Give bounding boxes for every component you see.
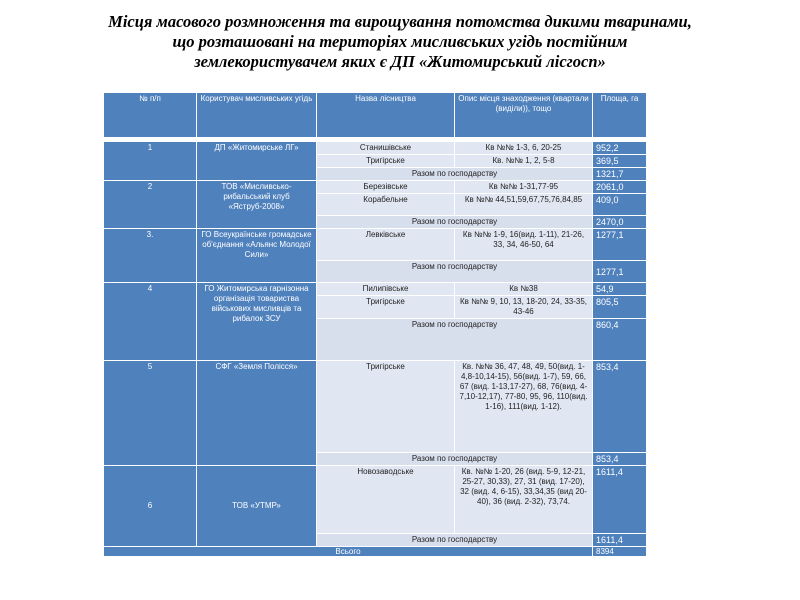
row-area: 1277,1 — [593, 229, 647, 261]
row-area: 54,9 — [593, 283, 647, 296]
row-number: 4 — [104, 283, 197, 361]
table-row — [104, 142, 647, 155]
row-area: 409,0 — [593, 194, 647, 216]
row-user: ТОВ «Мисливсько-рибальський клуб «Яструб-2008» — [197, 181, 317, 229]
subtotal-label: Разом по господарству — [317, 168, 593, 181]
row-area: 1611,4 — [593, 466, 647, 534]
header-number: № п/п — [104, 93, 197, 138]
row-forestry: Станишівське — [317, 142, 455, 155]
subtotal-value: 860,4 — [593, 319, 647, 361]
row-number: 2 — [104, 181, 197, 229]
row-user: ДП «Житомирське ЛГ» — [197, 142, 317, 181]
subtotal-value: 1321,7 — [593, 168, 647, 181]
header-forestry: Назва лісництва — [317, 93, 455, 138]
row-number: 5 — [104, 361, 197, 466]
row-description: Кв. №№ 36, 47, 48, 49, 50(вид. 1-4,8-10,14-15), 56(вид. 1-7), 59, 66, 67 (вид. 1-13,17-27), 68, 76(вид. 4-7,10-12,17), 77-80, 95, 96, 110(вид. 1-16), 111(вид. 1-12). — [455, 361, 593, 453]
row-forestry: Тригірське — [317, 296, 455, 319]
row-forestry: Левківське — [317, 229, 455, 261]
row-number: 6 — [104, 466, 197, 547]
title-line-1: Місця масового розмноження та вирощування потомства дикими тваринами, — [108, 12, 692, 31]
row-description: Кв №№ 1-3, 6, 20-25 — [455, 142, 593, 155]
table-row — [104, 229, 647, 261]
table-row — [104, 361, 647, 453]
row-forestry: Новозаводське — [317, 466, 455, 534]
row-description: Кв №38 — [455, 283, 593, 296]
total-row — [104, 547, 647, 557]
document-title — [40, 12, 760, 72]
row-description: Кв №№ 44,51,59,67,75,76,84,85 — [455, 194, 593, 216]
row-number: 3. — [104, 229, 197, 283]
row-area: 369,5 — [593, 155, 647, 168]
subtotal-label: Разом по господарству — [317, 216, 593, 229]
row-area: 853,4 — [593, 361, 647, 453]
row-user: ТОВ «УТМР» — [197, 466, 317, 547]
table-header-row — [104, 93, 647, 138]
subtotal-value: 2470,0 — [593, 216, 647, 229]
subtotal-label: Разом по господарству — [317, 453, 593, 466]
total-value: 8394 — [593, 547, 647, 557]
row-forestry: Тригірське — [317, 361, 455, 453]
subtotal-value: 1277,1 — [593, 261, 647, 283]
row-area: 2061,0 — [593, 181, 647, 194]
subtotal-label: Разом по господарству — [317, 261, 593, 283]
row-description: Кв №№ 9, 10, 13, 18-20, 24, 33-35, 43-46 — [455, 296, 593, 319]
row-forestry: Тригірське — [317, 155, 455, 168]
table-row — [104, 466, 647, 534]
title-line-2: що розташовані на територіях мисливських угідь постійним — [172, 32, 628, 51]
subtotal-label: Разом по господарству — [317, 319, 593, 361]
row-description: Кв. №№ 1, 2, 5-8 — [455, 155, 593, 168]
row-user: СФГ «Земля Полісся» — [197, 361, 317, 466]
row-forestry: Березівське — [317, 181, 455, 194]
title-line-3: землекористувачем яких є ДП «Житомирський лісгосп» — [194, 52, 606, 71]
subtotal-label: Разом по господарству — [317, 534, 593, 547]
breeding-places-table — [103, 92, 647, 557]
table-row — [104, 283, 647, 296]
row-forestry: Корабельне — [317, 194, 455, 216]
table-row — [104, 181, 647, 194]
header-user: Користувач мисливських угідь — [197, 93, 317, 138]
header-description: Опис місця знаходження (квартали (виділи)), тощо — [455, 93, 593, 138]
row-forestry: Пилипівське — [317, 283, 455, 296]
header-area: Площа, га — [593, 93, 647, 138]
row-area: 805,5 — [593, 296, 647, 319]
subtotal-value: 853,4 — [593, 453, 647, 466]
subtotal-value: 1611,4 — [593, 534, 647, 547]
row-user: ГО Всеукраїнське громадське об'єднання «Альянс Молодої Сили» — [197, 229, 317, 283]
row-description: Кв №№ 1-31,77-95 — [455, 181, 593, 194]
row-description: Кв. №№ 1-20, 26 (вид. 5-9, 12-21, 25-27, 30,33), 27, 31 (вид. 17-20), 32 (вид. 4, 6-15), 33,34,35 (вид 20-40), 36 (вид. 2-32), 73,74. — [455, 466, 593, 534]
row-description: Кв №№ 1-9, 16(вид. 1-11), 21-26, 33, 34, 46-50, 64 — [455, 229, 593, 261]
row-number: 1 — [104, 142, 197, 181]
total-label: Всього — [104, 547, 593, 557]
row-user: ГО Житомирська гарнізонна організація товариства військових мисливців та рибалок ЗСУ — [197, 283, 317, 361]
row-area: 952,2 — [593, 142, 647, 155]
